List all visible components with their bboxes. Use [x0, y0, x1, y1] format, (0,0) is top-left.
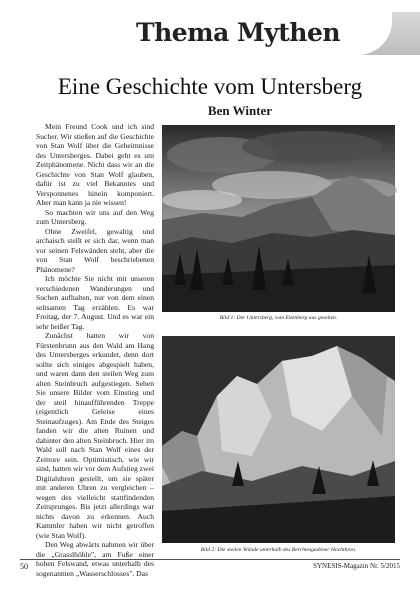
- paragraph: Den Weg abwärts nahmen wir über die „Grasslhöhle", am Fuße einer hohen Felswand, etwas unterhalb des sogenannten „Wasserschlosses". Das: [36, 540, 154, 578]
- paragraph: Zunächst hatten wir von Fürstenbrunn aus den Wald am Hang des Untersberges erkundet, denn dort sollte sich einiges abgespielt haben, und waren dann den steilen Weg zum alten Steinbruch aufgestiegen. Sehen Sie unsere Bilder vom Einstieg und der steil hinaufführenden Treppe (eigentlich Geleise eines Steinaufzuges). Am Ende des Steiges fanden wir die alten Ruinen und dahinter den alten Steinbruch. Hier im Wald soll nach Stan Wolf eines der Zeittore sein. Optimistisch, wie wir sind, hatten wir vor dem Aufstieg zwei Digitaluhren gestellt, um sie später mit anderen Uhren zu vergleichen – wegen des vielleicht stattfindenden Zeitsprunges. Bis jetzt allerdings war nichts davon zu erkennen. Auch Kammler haben wir nicht getroffen (wie Stan Wolf).: [36, 331, 154, 540]
- paragraph: Mein Freund Cook und ich sind Sucher. Wir stießen auf die Geschichte von Stan Wolf über die Geheimnisse des Untersberges. Dabei geht es um Zeitphänomene. Nicht dass wir an die Geschichte von Stan Wolf glauben, dafür ist zu viel Bekanntes und Versponnenes hinein komponiert. Aber man kann ja nie wissen!: [36, 122, 154, 207]
- article-body: [36, 122, 154, 578]
- figure-caption: Bild 1: Der Untersberg, vom Ettenberg aus gesehen.: [219, 315, 338, 321]
- figure-caption: Bild 2: Die steilen Wände unterhalb des Berchtesgadener Hochthron.: [200, 547, 357, 553]
- article-headline: Eine Geschichte vom Untersberg: [57, 74, 363, 99]
- footer-divider: [20, 559, 400, 560]
- section-banner: [0, 12, 420, 55]
- section-title: Thema Mythen: [136, 18, 341, 47]
- paragraph: Ohne Zweifel, gewaltig und archaisch stellt er sich dar, wenn man vor seinen Felswänden steht, aber die von Stan Wolf beschriebenen Phänomene?: [36, 226, 154, 274]
- magazine-issue: SYNESIS-Magazin Nr. 5/2015: [313, 562, 400, 570]
- article-author: Ben Winter: [207, 103, 273, 118]
- photo-rock-walls: [162, 336, 395, 543]
- paragraph: Ich möchte Sie nicht mit unseren verschiedenen Wanderungen und Suchen aufhalten, nur von dem einen seltsamen Tag erzählen. Es war Freitag, der 7. August. Und es war ein sehr heißer Tag.: [36, 274, 154, 331]
- photo-untersberg: [162, 125, 395, 312]
- paragraph: So machten wir uns auf den Weg zum Untersberg.: [36, 207, 154, 226]
- page-number: 50: [20, 562, 28, 571]
